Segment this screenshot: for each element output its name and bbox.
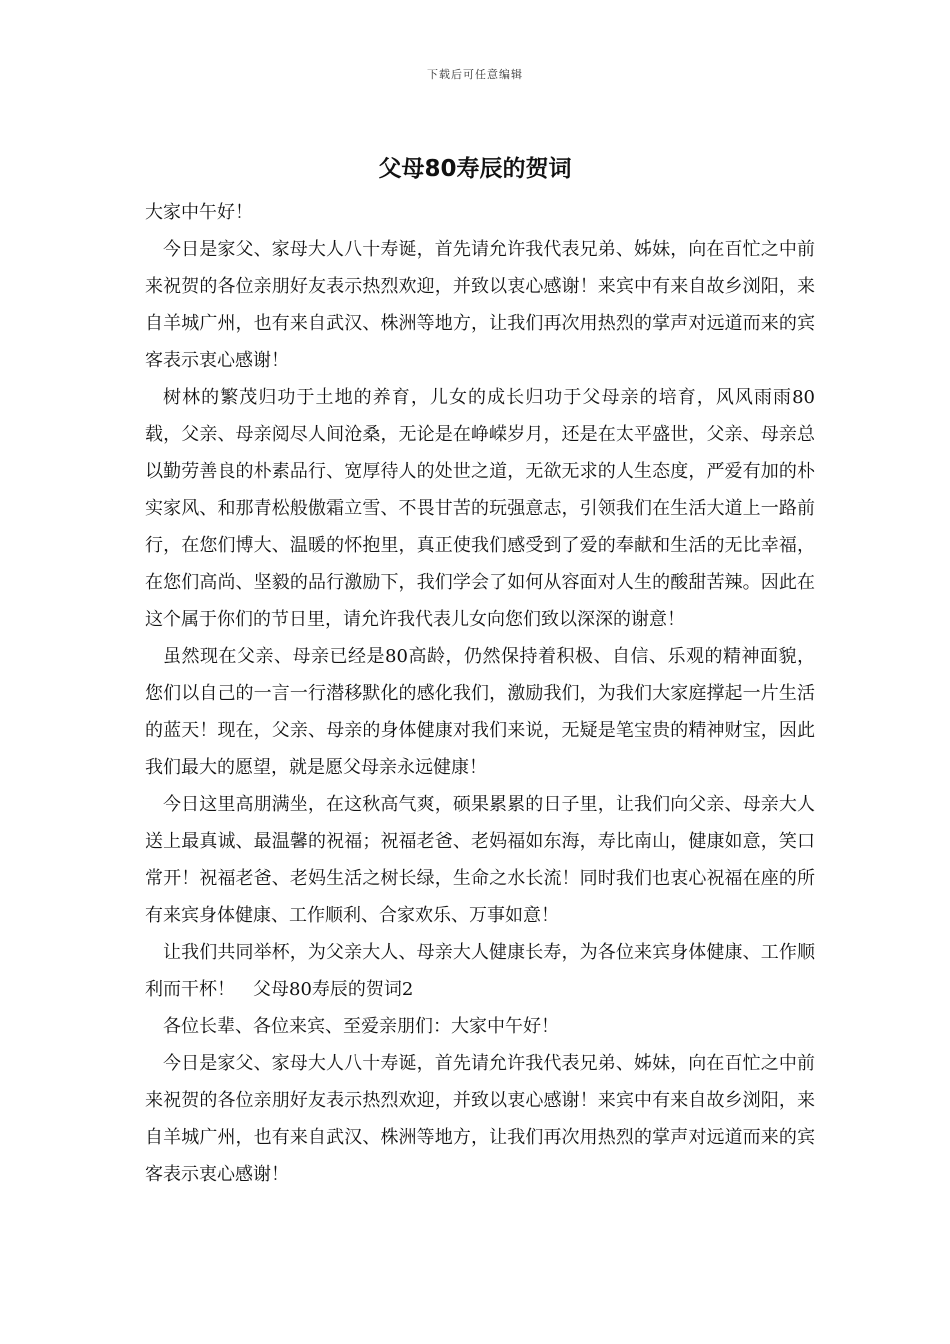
header-note: 下载后可任意编辑: [427, 68, 523, 81]
document-body: [145, 194, 815, 1193]
body-paragraph: 今日是家父、家母大人八十寿诞，首先请允许我代表兄弟、姊妹，向在百忙之中前来祝贺的各位亲朋好友表示热烈欢迎，并致以衷心感谢！来宾中有来自故乡浏阳，来自羊城广州，也有来自武汉、株洲等地方，让我们再次用热烈的掌声对远道而来的宾客表示衷心感谢！: [145, 1053, 815, 1185]
body-paragraph: 今日是家父、家母大人八十寿诞，首先请允许我代表兄弟、姊妹，向在百忙之中前来祝贺的各位亲朋好友表示热烈欢迎，并致以衷心感谢！来宾中有来自故乡浏阳，来自羊城广州，也有来自武汉、株洲等地方，让我们再次用热烈的掌声对远道而来的宾客表示衷心感谢！: [145, 239, 815, 371]
body-paragraph: 各位长辈、各位来宾、至爱亲朋们：大家中午好！: [163, 1016, 559, 1037]
greeting-paragraph: 大家中午好！: [145, 202, 253, 223]
document-title: 父母80寿辰的贺词: [378, 156, 572, 182]
body-paragraph: 树林的繁茂归功于土地的养育，儿女的成长归功于父母亲的培育，风风雨雨80载，父亲、母亲阅尽人间沧桑，无论是在峥嵘岁月，还是在太平盛世，父亲、母亲总以勤劳善良的朴素品行、宽厚待人的处世之道，无欲无求的人生态度，严爱有加的朴实家风、和那青松般傲霜立雪、不畏甘苦的玩强意志，引领我们在生活大道上一路前行，在您们博大、温暖的怀抱里，真正使我们感受到了爱的奉献和生活的无比幸福，在您们高尚、坚毅的品行激励下，我们学会了如何从容面对人生的酸甜苦辣。因此在这个属于你们的节日里，请允许我代表儿女向您们致以深深的谢意！: [145, 387, 815, 630]
body-paragraph: 今日这里高朋满坐，在这秋高气爽，硕果累累的日子里，让我们向父亲、母亲大人送上最真诚、最温馨的祝福；祝福老爸、老妈福如东海，寿比南山，健康如意，笑口常开！祝福老爸、老妈生活之树长绿，生命之水长流！同时我们也衷心祝福在座的所有来宾身体健康、工作顺利、合家欢乐、万事如意！: [145, 794, 815, 926]
body-paragraph: 虽然现在父亲、母亲已经是80高龄，仍然保持着积极、自信、乐观的精神面貌，您们以自己的一言一行潜移默化的感化我们，激励我们，为我们大家庭撑起一片生活的蓝天！现在，父亲、母亲的身体健康对我们来说，无疑是笔宝贵的精神财宝，因此我们最大的愿望，就是愿父母亲永远健康！: [145, 646, 815, 778]
body-paragraph: 让我们共同举杯，为父亲大人、母亲大人健康长寿，为各位来宾身体健康、工作顺利而干杯！ 父母80寿辰的贺词2: [145, 942, 815, 1000]
